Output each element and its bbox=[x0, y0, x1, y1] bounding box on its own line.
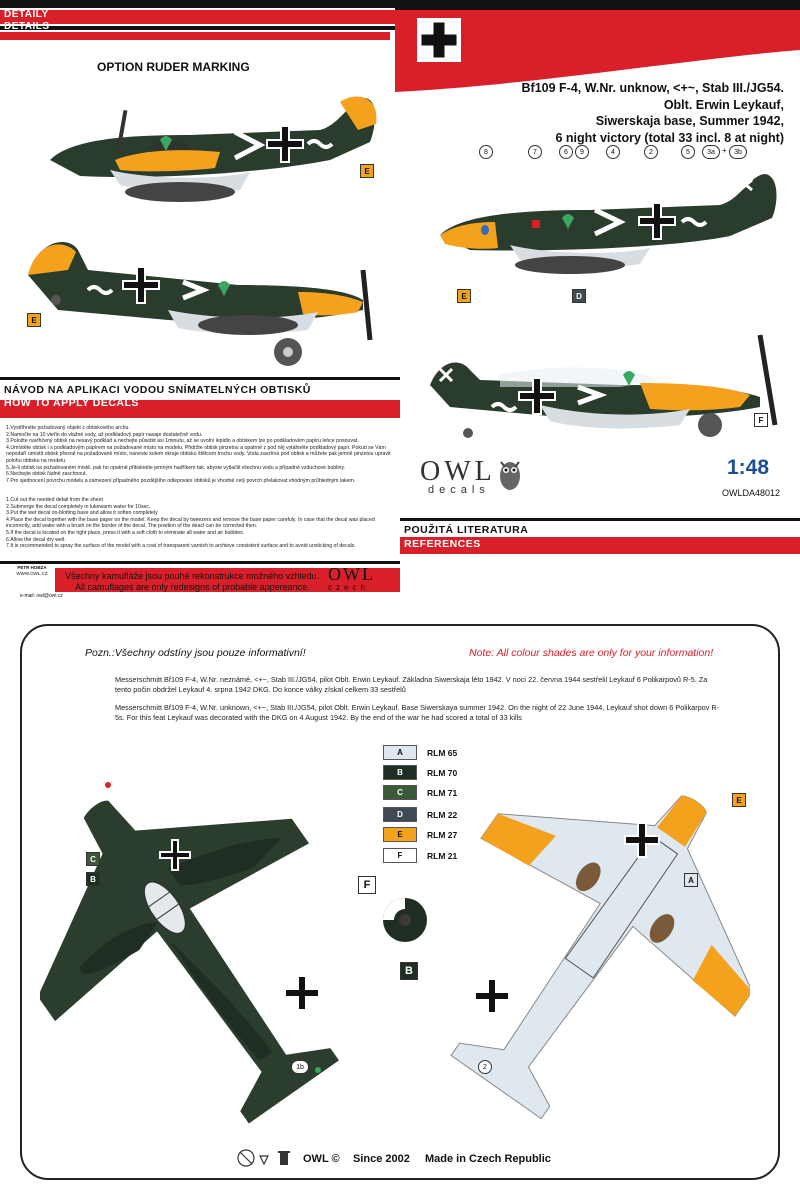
owl-logo-word: OWL bbox=[420, 456, 496, 487]
references-stripe-black bbox=[400, 518, 800, 521]
aircraft-title bbox=[444, 80, 784, 146]
description-cz: Messerschmitt Bf109 F-4, W.Nr. neznámé, <+~, Stab III./JG54, pilot Oblt. Erwin Leykauf. Základna Siwerskaja léto 1942. V noci 22. června 1944 sestřelil Leykauf 6 Polikarpovů R-5. Za tento počin obdržel Leykauf 4. srpna 1942 DKG. Do konce války získal celkem 33 sestřelů bbox=[115, 675, 708, 694]
badge-b-spinner: B bbox=[400, 962, 418, 980]
instruction-cz-2: 2.Namočte na 10 vteřin do vlažné vody, až podkladový papír nasaje dostatečně vodu. bbox=[6, 431, 203, 438]
instructions-stripe-black bbox=[0, 377, 400, 380]
references-heading bbox=[404, 523, 528, 551]
underside-view-plane bbox=[420, 767, 750, 1145]
references-heading-cz: POUŽITÁ LITERATURA bbox=[404, 524, 529, 536]
callout-3b: 3b bbox=[729, 145, 747, 159]
imprint-email: e-mail: owl@owl.cz bbox=[20, 593, 63, 599]
title-line2: Oblt. Erwin Leykauf, bbox=[663, 97, 784, 112]
callout-9: 9 bbox=[575, 145, 589, 159]
badge-e-left-option: E bbox=[27, 313, 41, 327]
top-view-plane bbox=[40, 775, 370, 1150]
color-label-d: RLM 22 bbox=[427, 809, 458, 820]
badge-e-top-option: E bbox=[360, 164, 374, 178]
instruction-en-5: 5.If the decal is located on the right place, press it with a soft cloth to eliminate all water and air bubbles. bbox=[6, 529, 245, 536]
header-tag-line2: DETAILS bbox=[4, 21, 50, 32]
footer-since: Since 2002 bbox=[353, 1153, 410, 1165]
title-line1: Bf109 F-4, W.Nr. unknow, <+~, Stab III./JG54. bbox=[521, 81, 784, 95]
callout-6: 6 bbox=[559, 145, 573, 159]
badge-b-top-view: B bbox=[86, 872, 100, 886]
recycle-icons bbox=[236, 1148, 294, 1170]
footer-owl: OWL © bbox=[303, 1153, 340, 1165]
option-title: OPTION RUDER MARKING bbox=[97, 60, 250, 74]
header-red-stripe-2 bbox=[0, 32, 390, 40]
description-en: Messerschmitt Bf109 F-4, W.Nr. unknown, <+~, Stab III./JG54, pilot Oblt. Erwin Leykauf. Base Siwerskaya summer 1942. On the night of 22 June 1944, Leykauf shot down 6 Polikarpov R-5s. For this feat Leykauf was decorated with the DKG on 4 August 1942. By the end of the war he had scored a total of 33 kills bbox=[115, 703, 720, 722]
option-plane-left bbox=[18, 230, 388, 370]
callout-8: 8 bbox=[479, 145, 493, 159]
badge-f-spinner: F bbox=[358, 876, 376, 894]
color-label-f: RLM 21 bbox=[427, 850, 458, 861]
instruction-en-3: 3.Put the wet decal on-blotting base and allow it soften completely bbox=[6, 510, 158, 517]
swoosh-banner bbox=[395, 0, 800, 92]
note-en: Note: All colour shades are only for your information! bbox=[469, 647, 714, 659]
instruction-cz-5: 5.Je-li obtisk na požadovaném místě, pak ho opatrně přitiskněte jemným hadříkem tak, abyste vytlačili všechnu vodu a případné vzduchové bubliny. bbox=[6, 464, 346, 471]
instruction-cz-6: 6.Nechejte obtisk řádně zaschnout. bbox=[6, 471, 88, 478]
instruction-en-4: 4.Place the decal together with the base paper on the model. Keep the decal by tweezers and remove the base paper carefuly. In case that the decal was placed incorrectly, add water with a brush on the border of the decal. The position of the deacl can be corrected then. bbox=[6, 516, 375, 530]
imprint-address bbox=[12, 565, 52, 577]
instructions-heading-cz: NÁVOD NA APLIKACI VODOU SNÍMATELNÝCH OBTISKŮ bbox=[4, 384, 311, 396]
callout-7: 7 bbox=[528, 145, 542, 159]
instruction-cz-4: 4.Umístěte obtisk i s podkladovým papírem na požadované místo na modelu. Přidržte obtisk pinzetou a opatrně z pod něj vytáhněte podkladový papír. Pokud se Vám nepodaří umístit obtisk přesně na požadované místo, naneste kolem okraje obtisku štětcem trochu vody. Voda zavzlíná pod obtisk a můžete pak jemně pinzetou upravit polohu obtisku na modelu. bbox=[6, 444, 391, 464]
instruction-cz-3: 3.Položte navlhčený obtisk na nesavý podklad a nechejte působit asi 1minutu, až se uvolní lepidlo a obtiskem lze po podkladovém papíru lehce posouvat. bbox=[6, 438, 359, 445]
title-line3: Siwerskaja base, Summer 1942, bbox=[595, 114, 784, 128]
instruction-en-1: 1.Cut out the needed detail from the sheet bbox=[6, 497, 103, 503]
instruction-en-6: 6.Allow the decal dry well. bbox=[6, 536, 66, 543]
callout-5: 5 bbox=[681, 145, 695, 159]
scale-label: 1:48 bbox=[727, 456, 770, 479]
instruction-cz-1: 1.Vystřihněte požadovaný objekt z obtiskového archu. bbox=[6, 425, 130, 431]
owl-bird-icon bbox=[497, 458, 523, 492]
color-chip-f: F bbox=[383, 848, 417, 863]
color-row-a bbox=[383, 745, 457, 760]
owl-czech-logo bbox=[328, 564, 375, 592]
color-chip-c: C bbox=[383, 785, 417, 800]
color-chip-d: D bbox=[383, 807, 417, 822]
instruction-en-2: 2.Submerge the decal completely in lukewarm water for 10sec. bbox=[6, 503, 151, 510]
color-label-b: RLM 70 bbox=[427, 767, 458, 778]
callout-plus: + bbox=[722, 146, 727, 155]
owl-czech-sub: czech bbox=[328, 583, 369, 592]
disclaimer-cz: Všechny kamufláže jsou pouhé rekonstrukce možného vzhledu. bbox=[65, 571, 320, 581]
owl-logo-sub: decals bbox=[428, 484, 490, 496]
instructions-en bbox=[6, 497, 391, 550]
instructions-heading bbox=[4, 384, 311, 410]
badge-a-underside: A bbox=[684, 873, 698, 887]
imprint-name: PETR HOBZA bbox=[17, 565, 47, 570]
callout-4: 4 bbox=[606, 145, 620, 159]
badge-f-right: F bbox=[754, 413, 768, 427]
color-label-a: RLM 65 bbox=[427, 747, 458, 758]
plane-facing-right bbox=[420, 325, 790, 445]
badge-e-underside: E bbox=[732, 793, 746, 807]
option-plane-top bbox=[40, 80, 390, 210]
callout-3a: 3a bbox=[702, 145, 720, 159]
callout-1b: 1b bbox=[291, 1060, 309, 1074]
color-label-e: RLM 27 bbox=[427, 829, 458, 840]
main-plane-side bbox=[420, 160, 790, 285]
badge-d-main: D bbox=[572, 289, 586, 303]
note-cz: Pozn.:Všechny odstíny jsou pouze informativní! bbox=[85, 647, 306, 659]
badge-e-main: E bbox=[457, 289, 471, 303]
imprint-web: WWW.OWL.CZ bbox=[16, 571, 48, 576]
instruction-cz-7: 7.Pro sjednocení povrchu modelu a zamezení případného pozdějšího odlepování obtisků je vhodné celý povrch přelakovat vhodným průhledným lakem. bbox=[6, 477, 356, 484]
owl-czech-word: OWL bbox=[328, 564, 375, 584]
badge-c-top-view: C bbox=[86, 852, 100, 866]
callout-2-underside: 2 bbox=[478, 1060, 492, 1074]
header-tag bbox=[4, 9, 50, 33]
instructions-cz bbox=[6, 425, 391, 484]
instructions-heading-en: HOW TO APPLY DECALS bbox=[4, 397, 139, 409]
header-tag-line1: DETAILY bbox=[4, 9, 49, 20]
color-chip-e: E bbox=[383, 827, 417, 842]
title-line4: 6 night victory (total 33 incl. 8 at night) bbox=[555, 130, 784, 145]
color-label-c: RLM 71 bbox=[427, 787, 458, 798]
disclaimer-en: All camuflages are only redesigns of probable appereance. bbox=[75, 582, 310, 592]
callout-2: 2 bbox=[644, 145, 658, 159]
instruction-en-7: 7.It is recommended to spray the surface of the model with a coat of transparent varnish to archieve consistent surface and to avoid unsticking of decals. bbox=[6, 543, 356, 550]
footer-made: Made in Czech Republic bbox=[425, 1153, 551, 1165]
color-chip-a: A bbox=[383, 745, 417, 760]
color-chip-b: B bbox=[383, 765, 417, 780]
product-code: OWLDA48012 bbox=[722, 488, 781, 498]
references-heading-en: REFERENCES bbox=[404, 538, 481, 550]
